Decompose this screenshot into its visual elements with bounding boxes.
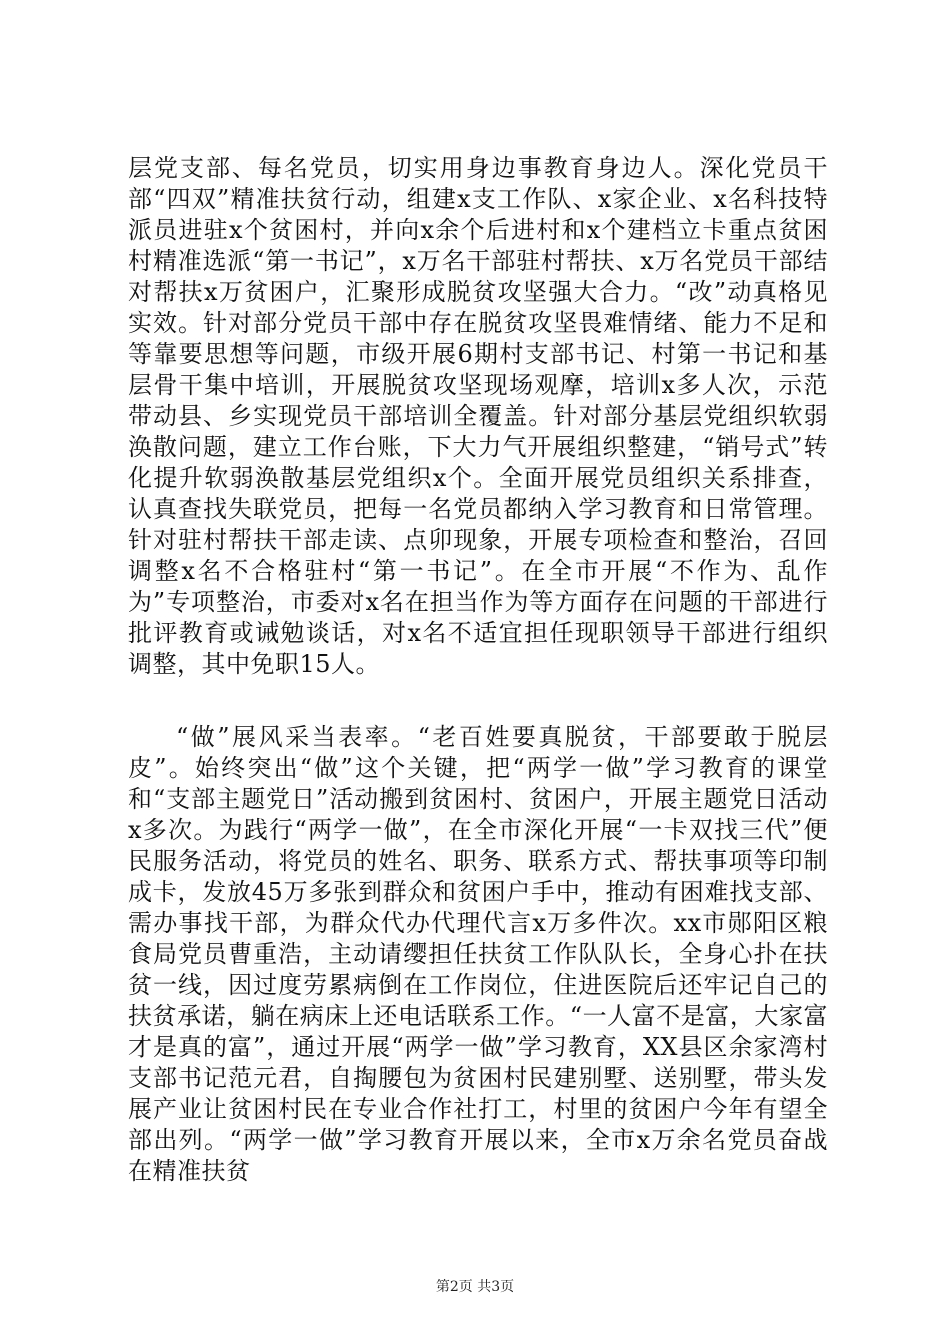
body-paragraph-1: 层党支部、每名党员，切实用身边事教育身边人。深化党员干部“四双”精准扶贫行动，组建x支工作队、x家企业、x名科技特派员进驻x个贫困村，并向x余个后进村和x个建档立卡重点贫困村精准选派“第一书记”，x万名干部驻村帮扶、x万名党员干部结对帮扶x万贫困户，汇聚形成脱贫攻坚强大合力。“改”动真格见实效。针对部分党员干部中存在脱贫攻坚畏难情绪、能力不足和等靠要思想等问题，市级开展6期村支部书记、村第一书记和基层骨干集中培训，开展脱贫攻坚现场观摩，培训x多人次，示范带动县、乡实现党员干部培训全覆盖。针对部分基层党组织软弱涣散问题，建立工作台账，下大力气开展组织整建，“销号式”转化提升软弱涣散基层党组织x个。全面开展党员组织关系排查，认真查找失联党员，把每一名党员都纳入学习教育和日常管理。针对驻村帮扶干部走读、点卯现象，开展专项检查和整治，召回调整x名不合格驻村“第一书记”。在全市开展“不作为、乱作为”专项整治，市委对x名在担当作为等方面存在问题的干部进行批评教育或诫勉谈话，对x名不适宜担任现职领导干部进行组织调整，其中免职15人。 xyxy=(128,154,828,678)
page-number-footer: 第2页 共3页 xyxy=(435,1279,515,1295)
body-paragraph-2: “做”展风采当表率。“老百姓要真脱贫，干部要敢于脱层皮”。始终突出“做”这个关键，把“两学一做”学习教育的课堂和“支部主题党日”活动搬到贫困村、贫困户，开展主题党日活动x多次。为践行“两学一做”，在全市深化开展“一卡双找三代”便民服务活动，将党员的姓名、职务、联系方式、帮扶事项等印制成卡，发放45万多张到群众和贫困户手中，推动有困难找支部、需办事找干部，为群众代办代理代言x万多件次。xx市郧阳区粮食局党员曹重浩，主动请缨担任扶贫工作队队长，全身心扑在扶贫一线，因过度劳累病倒在工作岗位，住进医院后还牢记自己的扶贫承诺，躺在病床上还电话联系工作。“一人富不是富，大家富才是真的富”，通过开展“两学一做”学习教育，XX县区余家湾村支部书记范元君，自掏腰包为贫困村民建别墅、送别墅，带头发展产业让贫困村民在专业合作社打工，村里的贫困户今年有望全部出列。“两学一做”学习教育开展以来，全市x万余名党员奋战在精准扶贫 xyxy=(128,723,828,1185)
